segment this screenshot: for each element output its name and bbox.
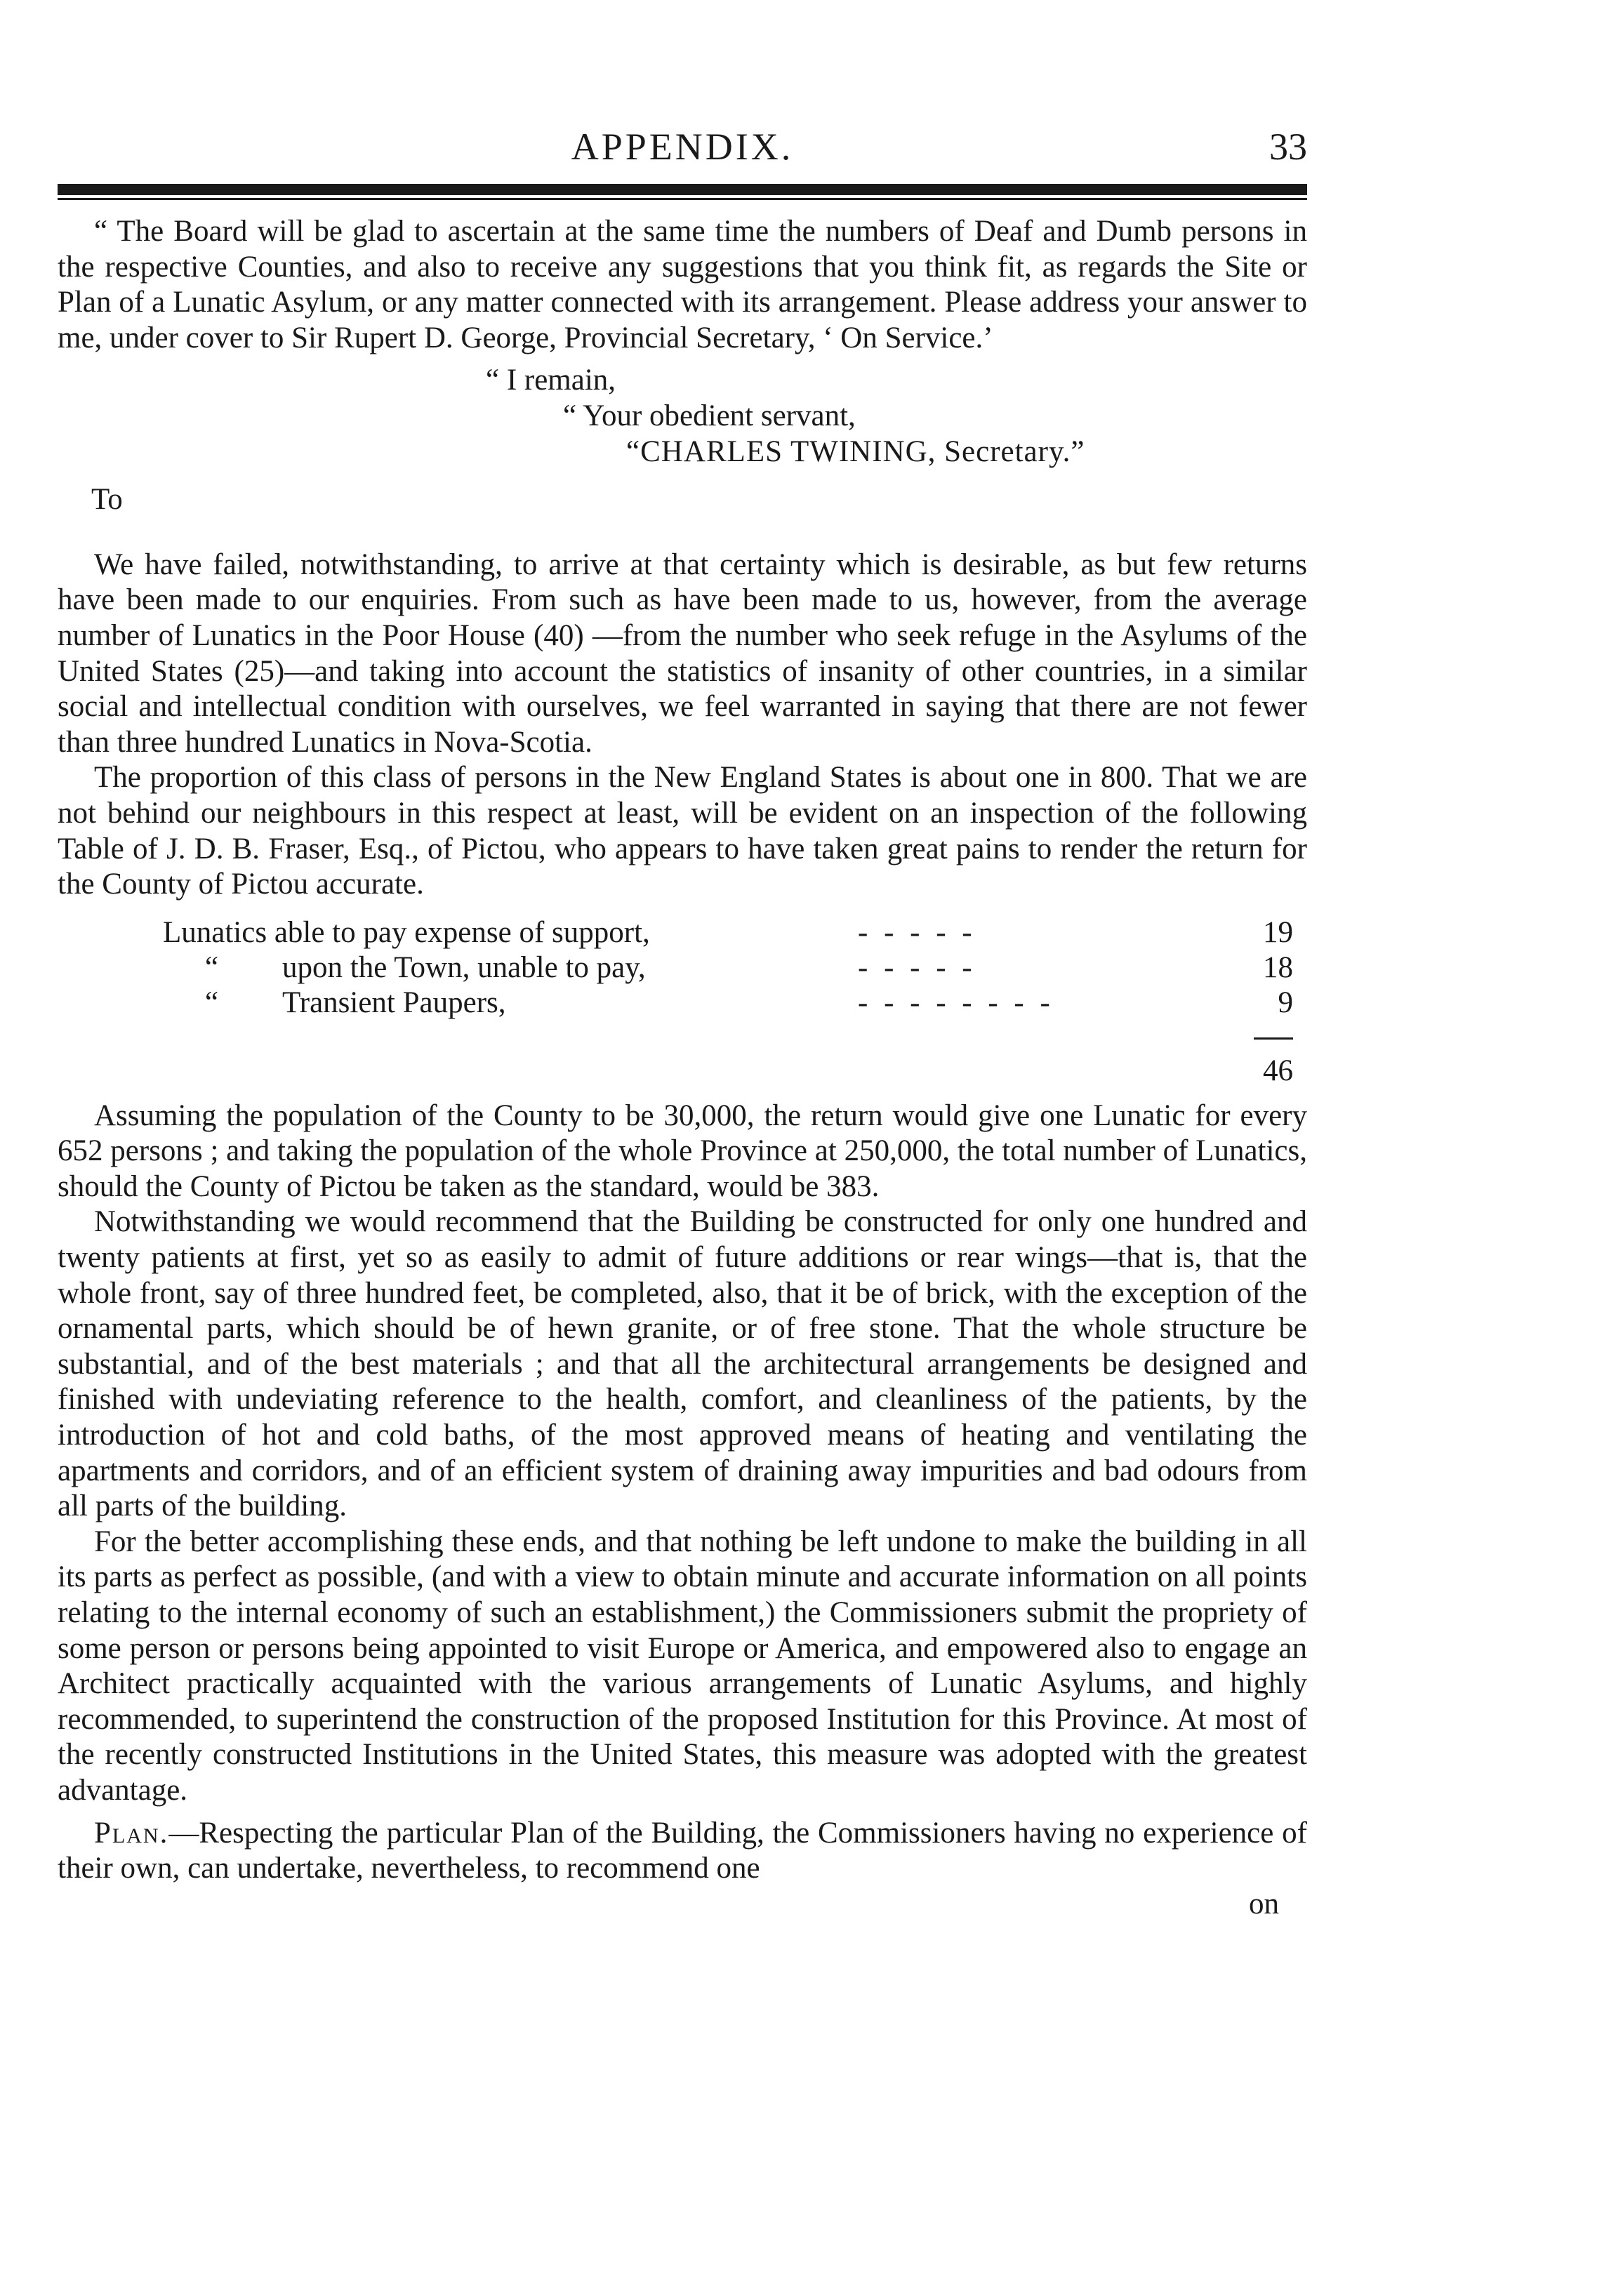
table-total: 46 — [1254, 1037, 1293, 1089]
row-leader: - - - - - - - - — [858, 986, 1054, 1019]
paragraph: For the better accomplishing these ends, and that nothing be left undone to make the building in all its parts as perfect as possible, (and with a view to obtain minute and accurate information on all points relating to the internal economy of such an establishment,) the Commissioners submit the propriety of some person or persons being appointed to visit Europe or America, and empowered also to engage an Architect practically acquainted with the various arrangements of Lunatic Asylums, and highly recommended, to superintend the construction of the proposed Institution for this Province. At most of the recently constructed Institutions in the United States, this measure was adopted with the greatest advantage. — [58, 1525, 1307, 1807]
addressee-to: To — [91, 483, 123, 517]
row-value: 18 — [1263, 950, 1293, 984]
running-title: APPENDIX. — [571, 126, 794, 168]
lunatics-table — [163, 915, 1293, 1089]
closing-servant: “ Your obedient servant, — [563, 399, 856, 432]
row-label: Lunatics able to pay expense of support, — [163, 915, 650, 949]
table-row — [163, 950, 1293, 986]
body-text — [58, 214, 1307, 1922]
letter-paragraph: “ The Board will be glad to ascertain at the same time the numbers of Deaf and Dumb persons in the respective Counties, and also to receive any suggestions that you think fit, as regards the Site or Plan of a Lunatic Asylum, or any matter connected with its arrangement. Please address your answer to me, under cover to Sir Rupert D. George, Provincial Secretary, ‘ On Service.’ — [58, 215, 1307, 354]
plan-paragraph — [58, 1816, 1307, 1887]
paragraph: We have failed, notwithstanding, to arrive at that certainty which is desirable, as but few returns have been made to our enquiries. From such as have been made to us, however, from the average number of Lunatics in the Poor House (40) —from the number who seek refuge in the Asylums of the United States (25)—and taking into account the statistics of insanity of other countries, in a similar social and intellectual condition with ourselves, we feel warranted in saying that there are not fewer than three hundred Lunatics in Nova-Scotia. — [58, 548, 1307, 759]
closing-remain: “ I remain, — [486, 364, 616, 397]
signature: “CHARLES TWINING, Secretary.” — [626, 434, 1085, 468]
letter-closing — [58, 363, 1307, 470]
plan-text: —Respecting the particular Plan of the Building, the Commissioners having no experience of their own, can undertake, nevertheless, to recommend one — [58, 1816, 1307, 1885]
header-rule — [58, 184, 1307, 195]
paragraph: Notwithstanding we would recommend that the Building be constructed for only one hundred and twenty patients at first, yet so as easily to admit of future additions or rear wings—that is, that the whole front, say of three hundred feet, be completed, also, that it be of brick, with the exception of the ornamental parts, which should be of hewn granite, or of free stone. That the whole structure be substantial, and of the best materials ; and that all the architectural arrangements be designed and finished with undeviating reference to the health, comfort, and cleanliness of the patients, by the introduction of hot and cold baths, of the most approved means of heating and ventilating the apartments and corridors, and of an efficient system of draining away impurities and bad odours from all parts of the building. — [58, 1205, 1307, 1523]
row-value: 9 — [1278, 986, 1293, 1019]
plan-heading: Plan. — [94, 1816, 169, 1850]
table-total-row — [163, 1021, 1293, 1089]
header-rule-thin — [58, 198, 1307, 200]
row-value: 19 — [1263, 915, 1293, 949]
catchword: on — [1249, 1887, 1279, 1920]
row-ditto: “ — [205, 986, 219, 1019]
page-number: 33 — [1269, 126, 1307, 168]
row-label: upon the Town, unable to pay, — [282, 950, 646, 984]
document-page — [58, 119, 1307, 2281]
table-row — [163, 915, 1293, 950]
row-leader: - - - - - — [858, 915, 976, 949]
table-row — [163, 986, 1293, 1021]
paragraph: The proportion of this class of persons in the New England States is about one in 800. That we are not behind our neighbours in this respect at least, will be evident on an inspection of the following Table of J. D. B. Fraser, Esq., of Pictou, who appears to have taken great pains to render the return for the County of Pictou accurate. — [58, 761, 1307, 901]
row-label: Transient Paupers, — [282, 986, 506, 1019]
row-leader: - - - - - — [858, 950, 976, 984]
paragraph: Assuming the population of the County to be 30,000, the return would give one Lunatic for every 652 persons ; and taking the population of the whole Province at 250,000, the total number of Lunatics, should the County of Pictou be taken as the standard, would be 383. — [58, 1099, 1307, 1203]
page-header — [58, 119, 1307, 190]
row-ditto: “ — [205, 950, 219, 984]
